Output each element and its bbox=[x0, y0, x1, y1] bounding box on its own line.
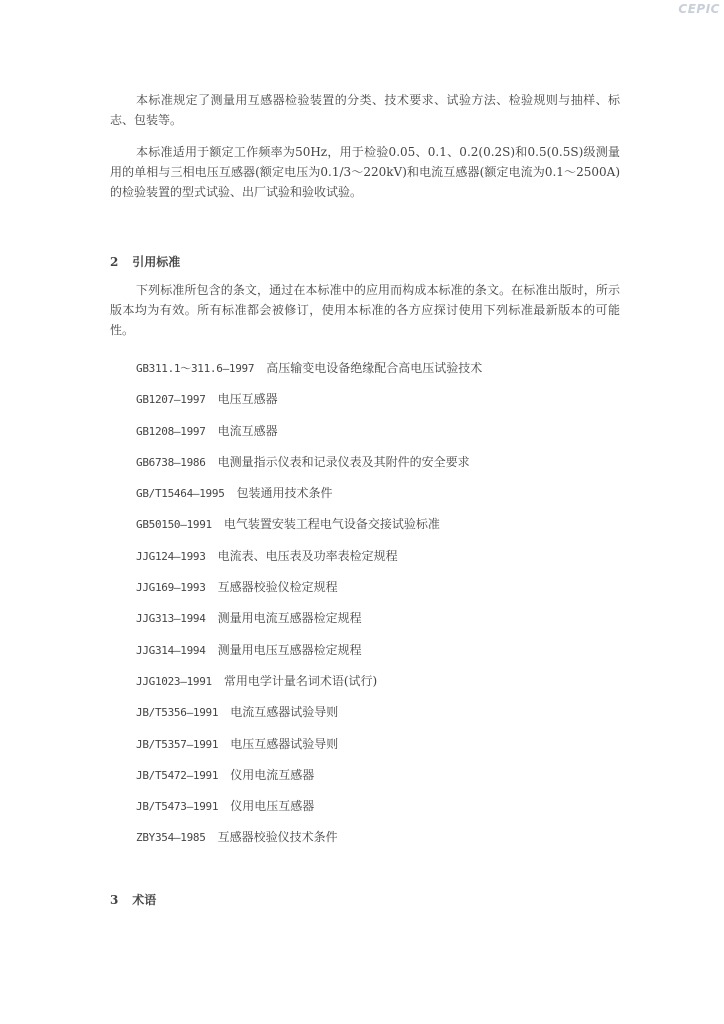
reference-item bbox=[136, 360, 482, 391]
reference-title: 常用电学计量名词术语(试行) bbox=[223, 673, 378, 688]
reference-title: 电压互感器试验导则 bbox=[230, 736, 339, 751]
publisher-watermark: CEPIC bbox=[678, 2, 720, 16]
scope-paragraph: 本标准规定了测量用互感器检验装置的分类、技术要求、试验方法、检验规则与抽样、标志、包装等。 bbox=[110, 93, 620, 127]
reference-list bbox=[136, 360, 482, 861]
reference-item bbox=[136, 423, 482, 454]
reference-item bbox=[136, 704, 482, 735]
reference-item bbox=[136, 829, 482, 860]
reference-title: 电测量指示仪表和记录仪表及其附件的安全要求 bbox=[217, 454, 470, 469]
reference-code: JB/T5357—1991 bbox=[136, 737, 219, 751]
reference-code: GB1207—1997 bbox=[136, 393, 206, 407]
section-2-heading bbox=[110, 254, 180, 270]
reference-title: 包装通用技术条件 bbox=[236, 486, 333, 501]
reference-code: JJG314—1994 bbox=[136, 643, 206, 657]
reference-code: GB311.1～311.6—1997 bbox=[136, 362, 255, 375]
reference-item bbox=[136, 642, 482, 673]
reference-code: JJG1023—1991 bbox=[136, 674, 212, 688]
reference-item bbox=[136, 548, 482, 579]
reference-title: 电流互感器试验导则 bbox=[230, 705, 339, 720]
reference-code: GB/T15464—1995 bbox=[136, 487, 225, 501]
reference-item bbox=[136, 610, 482, 641]
reference-title: 仪用电压互感器 bbox=[230, 799, 315, 814]
reference-title: 电气装置安装工程电气设备交接试验标准 bbox=[223, 517, 440, 532]
reference-item bbox=[136, 579, 482, 610]
reference-code: ZBY354—1985 bbox=[136, 831, 206, 845]
reference-item bbox=[136, 485, 482, 516]
section-2-number: 2 bbox=[110, 255, 119, 269]
reference-code: GB1208—1997 bbox=[136, 424, 206, 438]
reference-title: 高压输变电设备绝缘配合高电压试验技术 bbox=[266, 361, 483, 375]
reference-title: 互感器校验仪检定规程 bbox=[217, 580, 338, 595]
reference-item bbox=[136, 454, 482, 485]
reference-code: JJG124—1993 bbox=[136, 549, 206, 563]
reference-item bbox=[136, 673, 482, 704]
reference-code: GB6738—1986 bbox=[136, 455, 206, 469]
section-2-title: 引用标准 bbox=[132, 255, 181, 269]
reference-title: 测量用电流互感器检定规程 bbox=[217, 611, 362, 626]
reference-code: JJG313—1994 bbox=[136, 612, 206, 626]
applicability-paragraph: 本标准适用于额定工作频率为50Hz，用于检验0.05、0.1、0.2(0.2S)和0.5(0.5S)级测量用的单相与三相电压互感器(额定电压为0.1/3～220kV)和电流互感器(额定电流为0.1～2500A)的检验装置的型式试验、出厂试验和验收试验。 bbox=[110, 145, 620, 199]
reference-item bbox=[136, 391, 482, 422]
reference-title: 仪用电流互感器 bbox=[230, 767, 315, 782]
section-3-title: 术语 bbox=[132, 893, 157, 907]
reference-item bbox=[136, 516, 482, 547]
section-3-heading bbox=[110, 892, 156, 908]
reference-code: JB/T5356—1991 bbox=[136, 706, 219, 720]
reference-title: 互感器校验仪技术条件 bbox=[217, 830, 338, 845]
section-3-number: 3 bbox=[110, 893, 119, 907]
reference-code: JJG169—1993 bbox=[136, 581, 206, 595]
normative-references-paragraph: 下列标准所包含的条文，通过在本标准中的应用而构成本标准的条文。在标准出版时，所示版本均为有效。所有标准都会被修订，使用本标准的各方应探讨使用下列标准最新版本的可能性。 bbox=[110, 283, 620, 337]
reference-title: 电流互感器 bbox=[217, 423, 278, 438]
reference-code: JB/T5473—1991 bbox=[136, 800, 219, 814]
reference-code: JB/T5472—1991 bbox=[136, 768, 219, 782]
reference-item bbox=[136, 736, 482, 767]
reference-title: 电流表、电压表及功率表检定规程 bbox=[217, 548, 398, 563]
reference-code: GB50150—1991 bbox=[136, 518, 212, 532]
reference-title: 电压互感器 bbox=[217, 392, 278, 407]
reference-title: 测量用电压互感器检定规程 bbox=[217, 642, 362, 657]
reference-item bbox=[136, 798, 482, 829]
reference-item bbox=[136, 767, 482, 798]
